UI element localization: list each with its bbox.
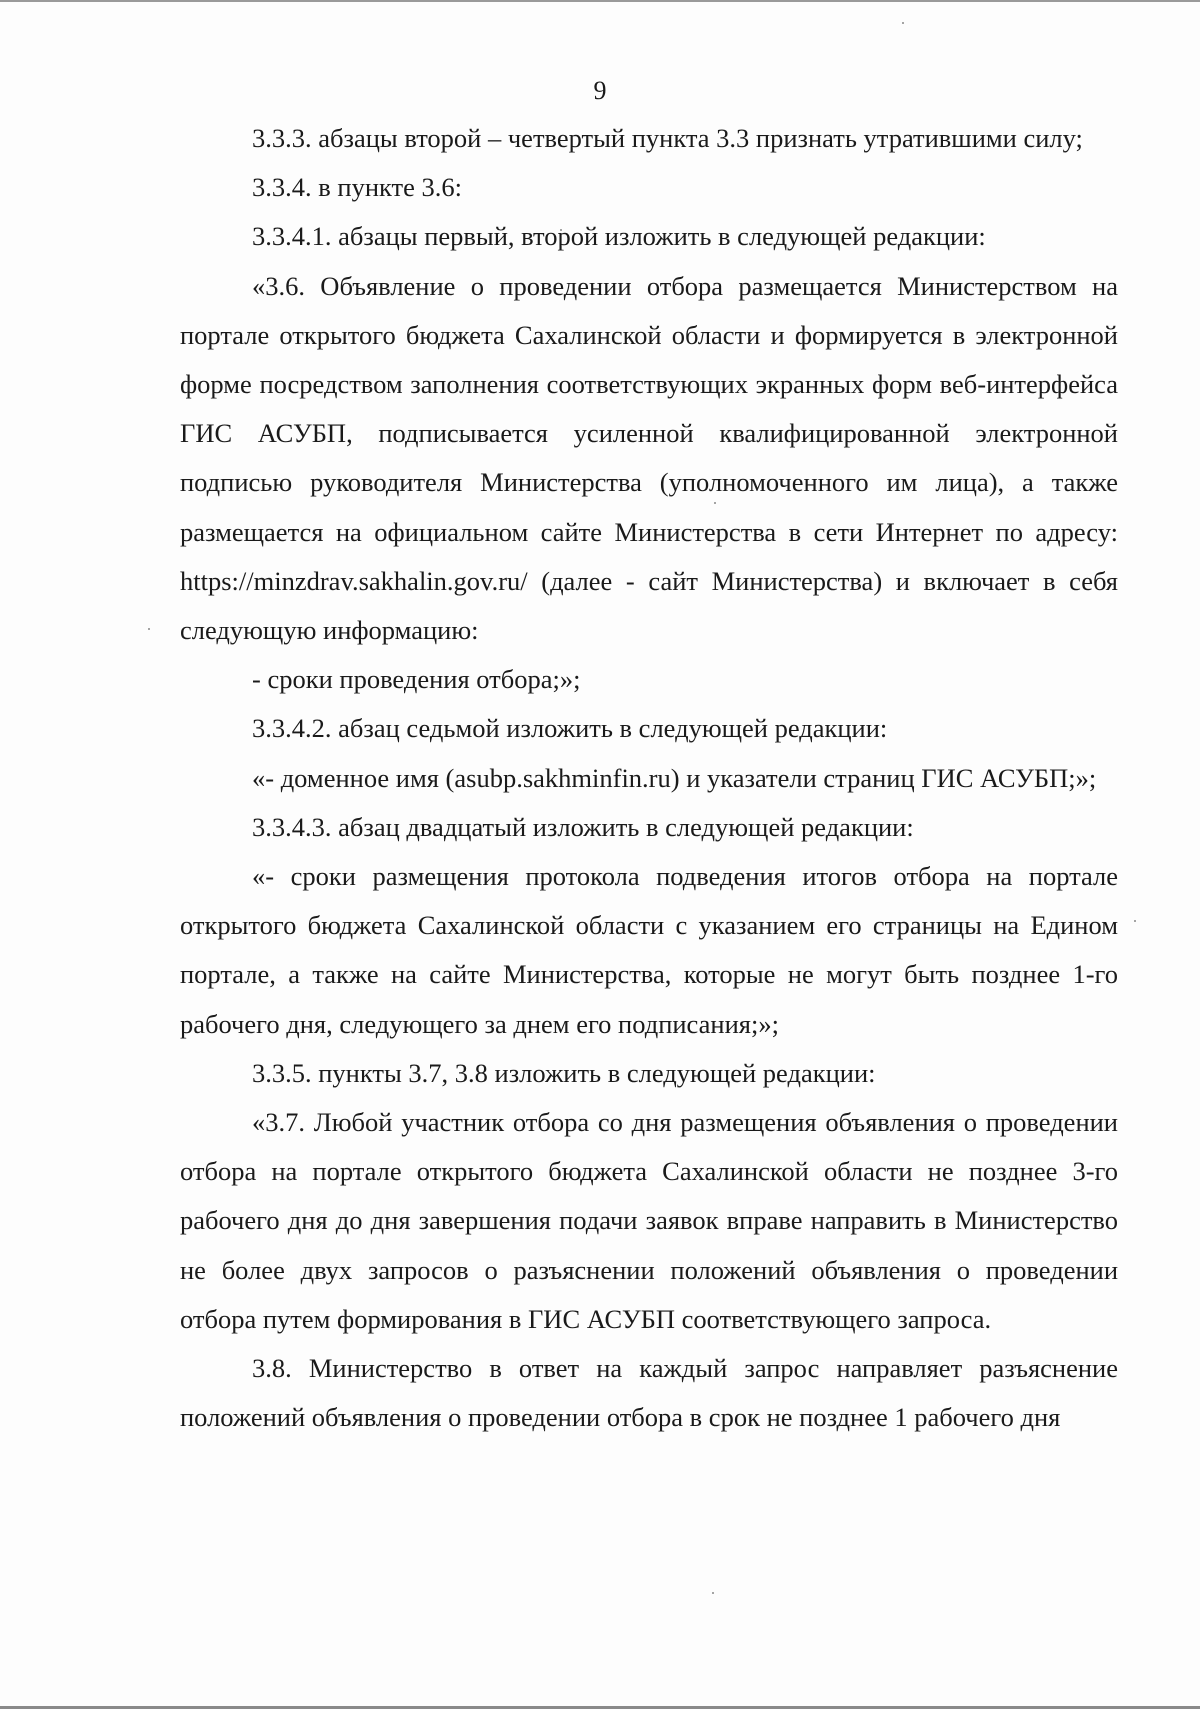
paragraph-3-3-4-2: 3.3.4.2. абзац седьмой изложить в следующей редакции: (252, 713, 888, 744)
paragraph-3-3-4-1: 3.3.4.1. абзацы первый, второй изложить в следующей редакции: (252, 221, 986, 252)
paragraph-selection-terms: - сроки проведения отбора;»; (252, 664, 581, 695)
paragraph-protocol-terms-quote: «- сроки размещения протокола подведения итогов отбора на портале открытого бюджета Сахалинской области с указанием его страницы на Едином портале, а также на сайте Министерства, которые не могут быть позднее 1-го рабочего дня, следующего за днем его подписания;»; (180, 861, 1118, 1039)
paragraph-3-6-quote: «3.6. Объявление о проведении отбора размещается Министерством на портале открытого бюджета Сахалинской области и формируется в электронной форме посредством заполнения соответствующих экранных форм веб-интерфейса ГИС АСУБП, подписывается усиленной квалифицированной электронной подписью руководителя Министерства (уполномоченного им лица), а также размещается на официальном сайте Министерства в сети Интернет по адресу: https://minzdrav.sakhalin.gov.ru/ (далее - сайт Министерства) и включает в себя следующую информацию: (180, 270, 1118, 646)
scan-edge-top (0, 0, 1200, 2)
page-number: 9 (593, 76, 607, 105)
scan-speck (1134, 920, 1136, 922)
paragraph-3-3-5: 3.3.5. пункты 3.7, 3.8 изложить в следующей редакции: (252, 1057, 876, 1088)
paragraph-domain-name-quote: «- доменное имя (asubp.sakhminfin.ru) и указатели страниц ГИС АСУБП;»; (252, 762, 1097, 793)
paragraph-3-3-4: 3.3.4. в пункте 3.6: (252, 172, 462, 203)
document-body (180, 114, 1118, 1442)
paragraph-3-7-quote: «3.7. Любой участник отбора со дня размещения объявления о проведении отбора на портале открытого бюджета Сахалинской области не позднее 3-го рабочего дня до дня завершения подачи заявок вправе направить в Министерство не более двух запросов о разъяснении положений объявления о проведении отбора путем формирования в ГИС АСУБП соответствующего запроса. (180, 1107, 1118, 1334)
scan-speck (148, 628, 150, 630)
scan-speck (902, 22, 904, 24)
paragraph-3-8: 3.8. Министерство в ответ на каждый запрос направляет разъяснение положений объявления о проведении отбора в срок не позднее 1 рабочего дня (180, 1353, 1118, 1433)
scan-speck (712, 1592, 714, 1594)
paragraph-3-3-3: 3.3.3. абзацы второй – четвертый пункта 3.3 признать утратившими силу; (252, 123, 1083, 153)
paragraph-3-3-4-3: 3.3.4.3. абзац двадцатый изложить в следующей редакции: (252, 811, 914, 842)
